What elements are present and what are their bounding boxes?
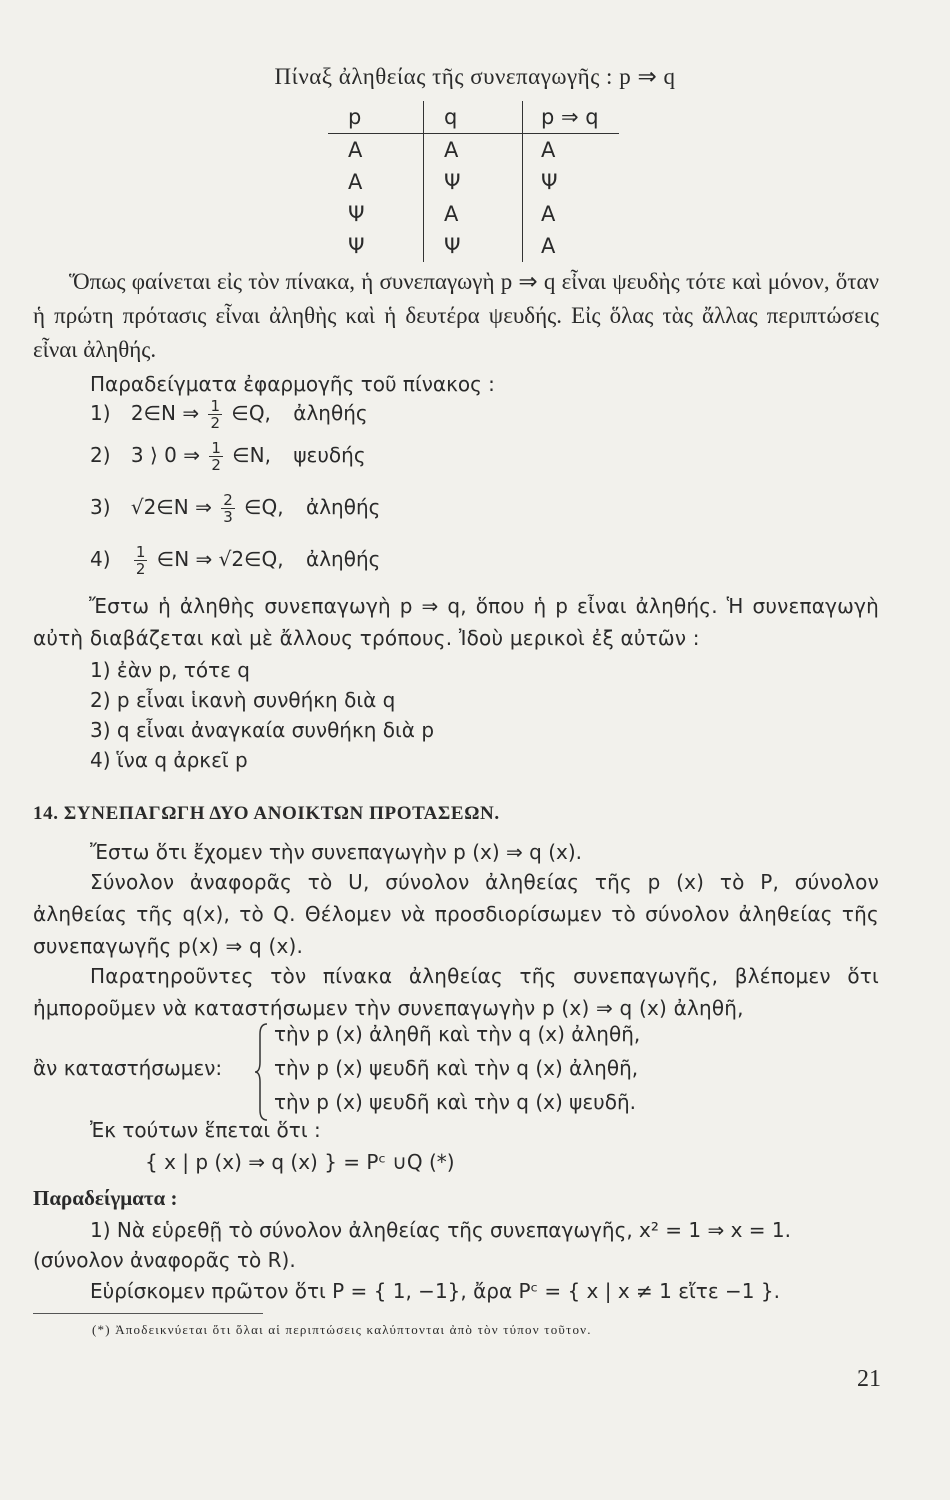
condition-item: τὴν p (x) ἀληθῆ καὶ τὴν q (x) ἀληθῆ, xyxy=(274,1022,641,1046)
table-row xyxy=(328,134,619,167)
table-cell: Α xyxy=(523,230,620,262)
numerator: 1 xyxy=(210,397,221,415)
example-1 xyxy=(90,398,368,431)
example-number: 4) xyxy=(90,547,111,571)
table-cell: Α xyxy=(523,198,620,230)
example-expression: 3 ⟩ 0 ⇒ xyxy=(130,443,200,467)
form-item: 2) p εἶναι ἱκανὴ συνθήκη διὰ q xyxy=(90,688,396,712)
example-3 xyxy=(90,492,380,525)
example-4 xyxy=(90,544,380,577)
condition-item: τὴν p (x) ψευδῆ καὶ τὴν q (x) ψευδῆ. xyxy=(274,1090,636,1114)
example-verdict: ἀληθής xyxy=(306,495,381,519)
denominator: 2 xyxy=(210,414,221,432)
example-2 xyxy=(90,440,366,473)
examples-intro: Παραδείγματα ἐφαρμογῆς τοῦ πίνακος : xyxy=(90,372,495,396)
section-paragraph-2: Σύνολον ἀναφορᾶς τὸ U, σύνολον ἀληθείας τῆς p (x) τὸ P, σύνολον ἀληθείας τῆς q(x), τὸ Q. Θέλομεν νὰ προσδιορίσωμεν τὸ σύνολον ἀληθείας τῆς συνεπαγωγῆς p(x) ⇒ q (x). xyxy=(33,870,879,958)
numerator: 1 xyxy=(211,439,221,457)
table-cell: Ψ xyxy=(348,202,365,226)
table-cell: Α xyxy=(348,170,363,194)
table-row xyxy=(328,198,619,230)
conclusion-intro: Ἐκ τούτων ἕπεται ὅτι : xyxy=(90,1118,321,1142)
section-heading: 14. ΣΥΝΕΠΑΓΩΓΗ ΔΥΟ ΑΝΟΙΚΤΩΝ ΠΡΟΤΑΣΕΩΝ. xyxy=(33,803,500,824)
numerator: 1 xyxy=(135,543,146,561)
table-cell: Α xyxy=(424,134,523,167)
truth-table xyxy=(328,101,619,262)
example2-line-3: Εὑρίσκομεν πρῶτον ὅτι P = { 1, −1}, ἄρα Pᶜ = { x | x ≠ 1 εἴτε −1 }. xyxy=(90,1279,780,1303)
forms-paragraph: Ἔστω ἡ ἀληθὴς συνεπαγωγὴ p ⇒ q, ὅπου ἡ p εἶναι ἀληθής. Ἡ συνεπαγωγὴ αὐτὴ διαβάζεται καὶ μὲ ἄλλους τρόπους. Ἰδοὺ μερικοὶ ἐξ αὐτῶν : xyxy=(33,594,879,650)
numerator: 2 xyxy=(223,491,233,509)
section-paragraph-3: Παρατηροῦντες τὸν πίνακα ἀληθείας τῆς συνεπαγωγῆς, βλέπομεν ὅτι ἠμποροῦμεν νὰ καταστήσωμεν τὴν συνεπαγωγὴν p (x) ⇒ q (x) ἀληθῆ, xyxy=(33,964,879,1020)
examples-heading: Παραδείγματα : xyxy=(33,1186,178,1210)
conclusion-formula: { x | p (x) ⇒ q (x) } = Pᶜ ∪Q (*) xyxy=(145,1150,455,1174)
table-cell: Α xyxy=(348,138,363,162)
table-row xyxy=(328,230,619,262)
form-item: 3) q εἶναι ἀναγκαία συνθήκη διὰ p xyxy=(90,718,435,742)
fraction xyxy=(209,440,223,473)
example-expression-rest: ∈Q, xyxy=(244,495,284,519)
curly-brace-icon xyxy=(255,1022,269,1122)
example-number: 1) xyxy=(90,401,111,425)
form-item: 4) ἵνα q ἀρκεῖ p xyxy=(90,748,248,772)
table-cell: Ψ xyxy=(424,230,523,262)
example-number: 3) xyxy=(90,495,111,519)
denominator: 2 xyxy=(211,456,221,474)
header-p-implies-q: p ⇒ q xyxy=(523,101,620,134)
page-number: 21 xyxy=(857,1366,881,1392)
example-number: 2) xyxy=(90,443,111,467)
example-verdict: ἀληθής xyxy=(306,547,381,571)
fraction xyxy=(208,398,222,431)
example-verdict: ψευδής xyxy=(293,443,366,467)
header-q: q xyxy=(424,101,523,134)
example2-line-2: (σύνολον ἀναφορᾶς τὸ R). xyxy=(33,1248,296,1272)
fraction xyxy=(221,492,235,525)
header-p: p xyxy=(328,101,424,134)
example-expression-rest: ∈N, xyxy=(232,443,271,467)
example-verdict: ἀληθής xyxy=(293,401,368,425)
table-cell: Α xyxy=(424,198,523,230)
table-title: Πίναξ ἀληθείας τῆς συνεπαγωγῆς : p ⇒ q xyxy=(274,64,676,89)
example-expression: 2∈N ⇒ xyxy=(130,401,200,425)
conditions-lead: ἂν καταστήσωμεν: xyxy=(33,1056,223,1080)
form-item: 1) ἐὰν p, τότε q xyxy=(90,658,250,682)
example-expression-rest: ∈Q, xyxy=(231,401,271,425)
footnote-divider xyxy=(33,1313,263,1314)
section-paragraph-1: Ἔστω ὅτι ἔχομεν τὴν συνεπαγωγὴν p (x) ⇒ q (x). xyxy=(90,840,583,864)
condition-item: τὴν p (x) ψευδῆ καὶ τὴν q (x) ἀληθῆ, xyxy=(274,1056,639,1080)
table-cell: Ψ xyxy=(424,166,523,198)
fraction xyxy=(134,544,148,577)
table-cell: Ψ xyxy=(523,166,620,198)
table-cell: Ψ xyxy=(348,234,365,258)
conditions-block xyxy=(33,1020,893,1130)
truth-table-header xyxy=(328,101,619,134)
example2-line-1: 1) Νὰ εὑρεθῇ τὸ σύνολον ἀληθείας τῆς συνεπαγωγῆς, x² = 1 ⇒ x = 1. xyxy=(90,1218,791,1242)
footnote: (*) Ἀποδεικνύεται ὅτι ὅλαι αἱ περιπτώσεις καλύπτονται ἀπὸ τὸν τύπον τοῦτον. xyxy=(92,1322,592,1337)
denominator: 3 xyxy=(223,508,233,526)
table-cell: Α xyxy=(523,134,620,167)
example-expression-rest: ∈N ⇒ √2∈Q, xyxy=(156,547,284,571)
intro-paragraph: Ὅπως φαίνεται εἰς τὸν πίνακα, ἡ συνεπαγωγὴ p ⇒ q εἶναι ψευδὴς τότε καὶ μόνον, ὅταν ἡ πρώτη πρότασις εἶναι ἀληθὴς καὶ ἡ δευτέρα ψευδής. Εἰς ὅλας τὰς ἄλλας περιπτώσεις εἶναι ἀληθής. xyxy=(33,269,879,362)
example-expression: √2∈N ⇒ xyxy=(130,495,212,519)
table-row xyxy=(328,166,619,198)
denominator: 2 xyxy=(135,560,146,578)
